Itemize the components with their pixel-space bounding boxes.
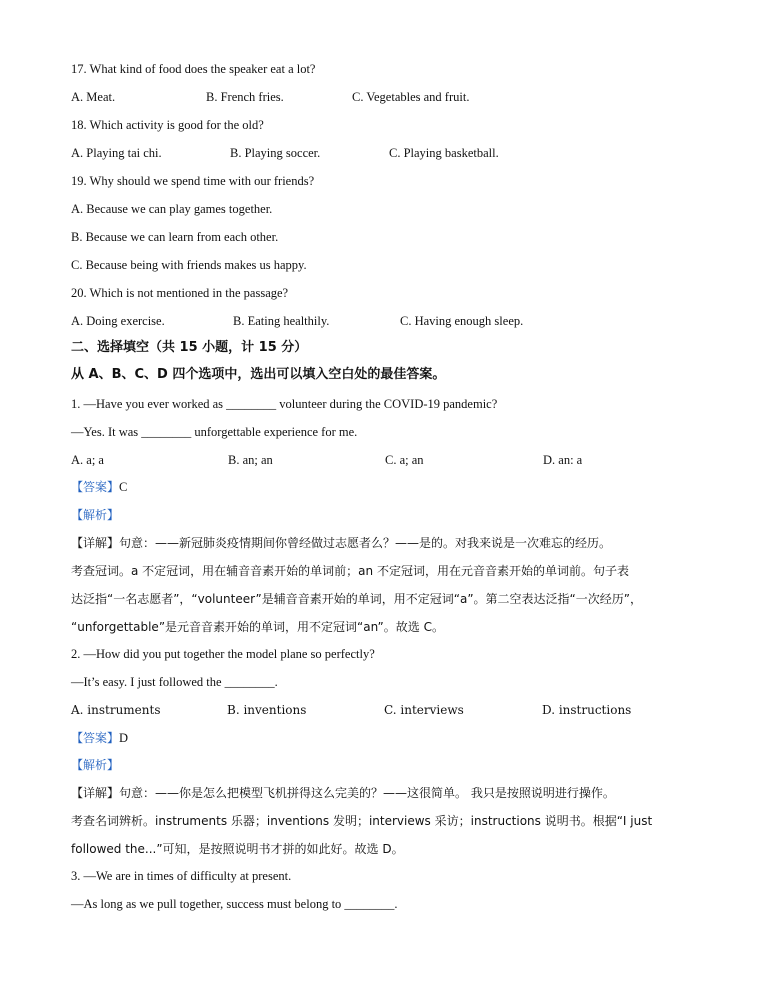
mc2-analysis-tag: 【解析】 [71, 758, 120, 772]
mc2-option-a: A. instruments [71, 703, 161, 717]
question-20: 20. Which is not mentioned in the passage? [71, 286, 289, 300]
mc1-detail-line: 考查冠词。a 不定冠词，用在辅音音素开始的单词前；an 不定冠词，用在元音音素开始的单词前。句子表 [71, 564, 629, 578]
mc1-option-c: C. a; an [385, 453, 424, 467]
q19-option-c: C. Because being with friends makes us happy. [71, 258, 307, 272]
answer-tag: 【答案】 [71, 480, 120, 494]
mc2-line1: 2. —How did you put together the model plane so perfectly? [71, 647, 375, 661]
q18-option-c: C. Playing basketball. [389, 146, 499, 160]
q19-option-a: A. Because we can play games together. [71, 202, 273, 216]
question-18: 18. Which activity is good for the old? [71, 118, 264, 132]
answer-tag: 【答案】 [71, 731, 120, 745]
mc3-line1: 3. —We are in times of difficulty at present. [71, 869, 292, 883]
q20-option-c: C. Having enough sleep. [400, 314, 524, 328]
mc2-detail-line: followed the...”可知，是按照说明书才拼的如此好。故选 D。 [71, 842, 404, 856]
section-instruction: 从 A、B、C、D 四个选项中，选出可以填入空白处的最佳答案。 [71, 367, 446, 382]
question-17: 17. What kind of food does the speaker eat a lot? [71, 62, 316, 76]
q18-option-a: A. Playing tai chi. [71, 146, 162, 160]
q20-option-a: A. Doing exercise. [71, 314, 165, 328]
mc2-line2: —It’s easy. I just followed the ________. [71, 675, 278, 689]
mc2-option-c: C. interviews [384, 703, 464, 717]
mc1-option-b: B. an; an [228, 453, 273, 467]
mc2-option-d: D. instructions [542, 703, 632, 717]
mc1-detail-line: 达泛指“一名志愿者”，“volunteer”是辅音音素开始的单词，用不定冠词“a”。第二空表达泛指“一次经历”， [71, 592, 642, 606]
mc1-analysis-tag: 【解析】 [71, 508, 120, 522]
mc1-option-a: A. a; a [71, 453, 104, 467]
question-19: 19. Why should we spend time with our friends? [71, 174, 315, 188]
q18-option-b: B. Playing soccer. [230, 146, 321, 160]
q19-option-b: B. Because we can learn from each other. [71, 230, 279, 244]
q17-option-b: B. French fries. [206, 90, 284, 104]
answer-value: D [119, 731, 129, 745]
mc2-detail-line: 考查名词辨析。instruments 乐器；inventions 发明；interviews 采访；instructions 说明书。根据“I just [71, 814, 653, 828]
mc2-answer-line [71, 730, 128, 746]
mc1-option-d: D. an: a [543, 453, 583, 467]
q20-option-b: B. Eating healthily. [233, 314, 330, 328]
mc3-line2: —As long as we pull together, success must belong to ________. [71, 897, 398, 911]
mc1-detail-line: 【详解】句意：——新冠肺炎疫情期间你曾经做过志愿者么？——是的。对我来说是一次难忘的经历。 [71, 536, 612, 550]
section-heading: 二、选择填空（共 15 小题，计 15 分） [71, 340, 308, 355]
mc2-detail-line: 【详解】句意：——你是怎么把模型飞机拼得这么完美的？——这很简单。 我只是按照说明进行操作。 [71, 786, 615, 800]
answer-value: C [119, 480, 128, 494]
q17-option-a: A. Meat. [71, 90, 116, 104]
mc1-detail-line: “unforgettable”是元音音素开始的单词，用不定冠词“an”。故选 C。 [71, 620, 444, 634]
mc1-line2: —Yes. It was ________ unforgettable experience for me. [71, 425, 358, 439]
mc2-option-b: B. inventions [227, 703, 307, 717]
mc1-answer-line [71, 479, 127, 495]
q17-option-c: C. Vegetables and fruit. [352, 90, 470, 104]
mc1-line1: 1. —Have you ever worked as ________ volunteer during the COVID-19 pandemic? [71, 397, 498, 411]
